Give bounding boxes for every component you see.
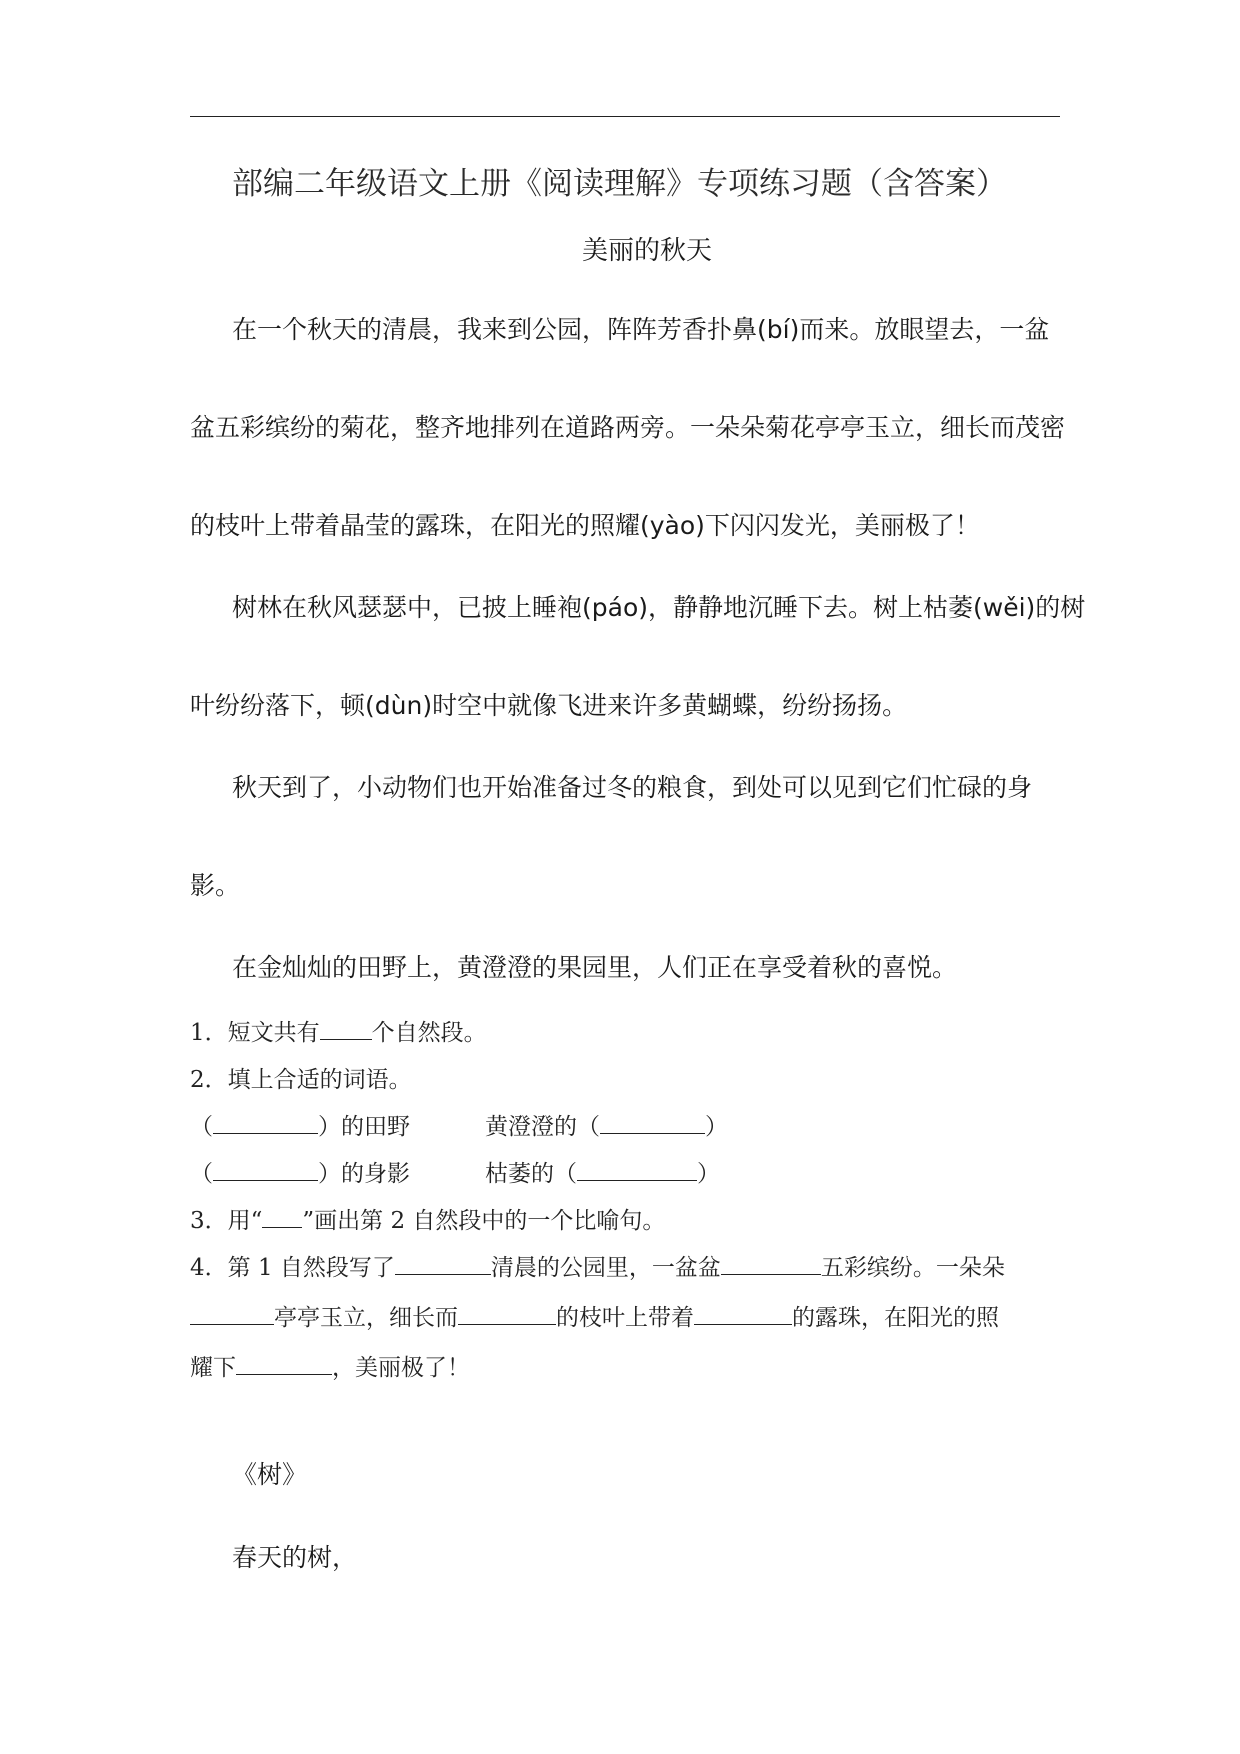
question-text: ） <box>697 1161 720 1187</box>
question-4-line <box>190 1299 999 1332</box>
question-2-item <box>485 1108 728 1141</box>
passage-2-title: 《树》 <box>232 1460 308 1489</box>
passage-line: 树林在秋风瑟瑟中，已披上睡袍(páo)，静静地沉睡下去。树上枯萎(wěi)的树 <box>232 593 1086 622</box>
question-text: 4．第 1 自然段写了 <box>190 1255 395 1281</box>
question-text: 1．短文共有 <box>190 1020 320 1046</box>
question-text: 亭亭玉立，细长而 <box>274 1305 458 1331</box>
question-text: ） <box>705 1114 728 1140</box>
question-text: 枯萎的（ <box>485 1161 577 1187</box>
question-text: （ <box>190 1161 213 1187</box>
question-text: 的露珠，在阳光的照 <box>792 1305 999 1331</box>
passage-line: 在一个秋天的清晨，我来到公园，阵阵芳香扑鼻(bí)而来。放眼望去，一盆 <box>232 315 1050 344</box>
question-text: 清晨的公园里，一盆盆 <box>490 1255 721 1281</box>
question-text: 的枝叶上带着 <box>556 1305 694 1331</box>
question-text: ）的身影 <box>318 1161 410 1187</box>
question-2-item <box>190 1155 410 1188</box>
page-title: 部编二年级语文上册《阅读理解》专项练习题（含答案） <box>232 166 1007 202</box>
answer-blank[interactable] <box>458 1301 556 1325</box>
question-text: 耀下 <box>190 1355 236 1381</box>
answer-blank[interactable] <box>577 1157 697 1181</box>
header-rule <box>190 116 1060 117</box>
passage-title: 美丽的秋天 <box>582 236 713 266</box>
answer-blank[interactable] <box>721 1251 821 1275</box>
question-text: ）的田野 <box>318 1114 410 1140</box>
answer-blank[interactable] <box>600 1110 705 1134</box>
answer-blank[interactable] <box>395 1251 491 1275</box>
question-text: 个自然段。 <box>371 1020 487 1046</box>
answer-blank[interactable] <box>213 1110 318 1134</box>
answer-blank[interactable] <box>213 1157 318 1181</box>
question-3 <box>190 1202 665 1235</box>
answer-blank[interactable] <box>320 1016 372 1040</box>
passage-line: 影。 <box>190 871 241 900</box>
passage-line: 的枝叶上带着晶莹的露珠，在阳光的照耀(yào)下闪闪发光，美丽极了！ <box>190 511 980 540</box>
passage-2-line: 春天的树， <box>232 1543 358 1572</box>
answer-blank[interactable] <box>694 1301 792 1325</box>
passage-line: 叶纷纷落下，顿(dùn)时空中就像飞进来许多黄蝴蝶，纷纷扬扬。 <box>190 691 908 720</box>
question-text: 3．用“ <box>190 1208 263 1234</box>
question-2-item <box>485 1155 720 1188</box>
underline-sample <box>262 1204 302 1228</box>
question-2-item <box>190 1108 410 1141</box>
passage-line: 盆五彩缤纷的菊花，整齐地排列在道路两旁。一朵朵菊花亭亭玉立，细长而茂密 <box>190 413 1066 442</box>
answer-blank[interactable] <box>190 1301 274 1325</box>
question-text: ，美丽极了！ <box>332 1355 470 1381</box>
question-2: 2．填上合适的词语。 <box>190 1067 412 1093</box>
passage-line: 秋天到了，小动物们也开始准备过冬的粮食，到处可以见到它们忙碌的身 <box>232 773 1033 802</box>
question-4-line <box>190 1249 1005 1282</box>
question-text: 五彩缤纷。一朵朵 <box>820 1255 1005 1281</box>
question-text: 黄澄澄的（ <box>485 1114 600 1140</box>
passage-line: 在金灿灿的田野上，黄澄澄的果园里，人们正在享受着秋的喜悦。 <box>232 953 958 982</box>
answer-blank[interactable] <box>236 1351 332 1375</box>
question-4-line <box>190 1349 470 1382</box>
question-text: ”画出第 2 自然段中的一个比喻句。 <box>302 1208 666 1234</box>
question-text: （ <box>190 1114 213 1140</box>
question-1 <box>190 1014 487 1047</box>
